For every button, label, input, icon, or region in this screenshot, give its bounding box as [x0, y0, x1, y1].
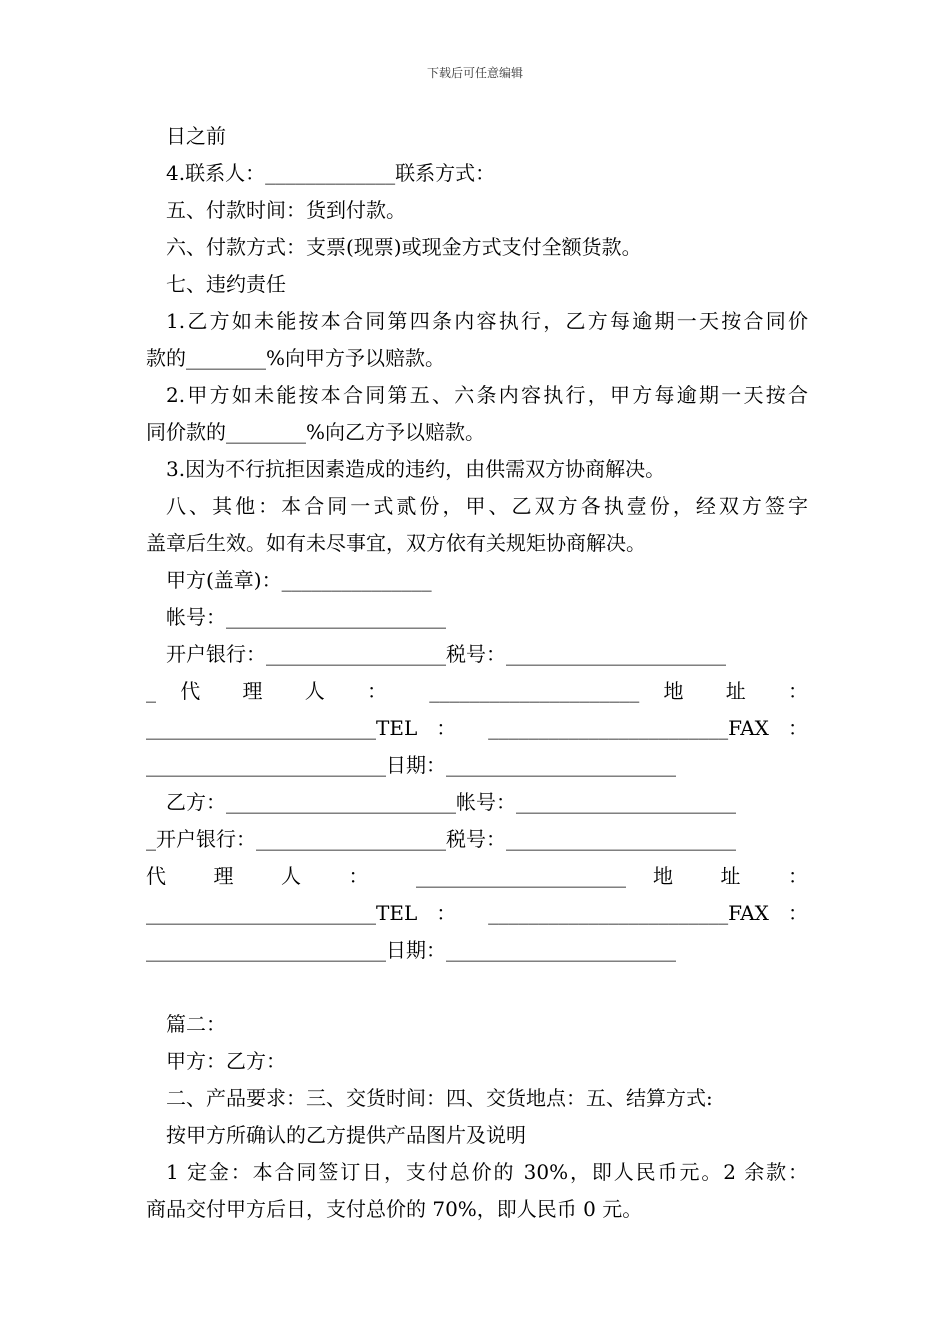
document-line: 代 理 人 ： _____________________ 地 址 ： — [146, 864, 808, 888]
document-line: 六、付款方式：支票(现票)或现金方式支付全额货款。 — [166, 235, 642, 259]
document-line — [146, 969, 808, 1006]
document-line: 1.乙方如未能按本合同第四条内容执行，乙方每逾期一天按合同价 — [166, 309, 808, 333]
document-line: 八、其他：本合同一式贰份，甲、乙双方各执壹份，经双方签字 — [166, 494, 808, 518]
document-line: _开户银行：___________________税号：_______________________ — [146, 827, 736, 851]
document-line: 盖章后生效。如有未尽事宜，双方依有关规矩协商解决。 — [146, 531, 646, 555]
document-line: _ 代 理 人 ： _____________________ 地 址 ： — [146, 679, 808, 703]
document-line: 3.因为不行抗拒因素造成的违约，由供需双方协商解决。 — [166, 457, 666, 481]
document-line: 五、付款时间：货到付款。 — [166, 198, 406, 222]
document-line: _______________________TEL ： ________________________FAX ： — [146, 901, 808, 925]
document-line: 按甲方所确认的乙方提供产品图片及说明 — [166, 1123, 526, 1147]
document-line: 甲方(盖章)：_______________ — [166, 568, 432, 592]
document-line: 日之前 — [166, 124, 226, 148]
document-line: 4.联系人：_____________联系方式： — [166, 161, 496, 185]
document-line: _______________________TEL ： ________________________FAX ： — [146, 716, 808, 740]
document-line: ________________________日期：_______________________ — [146, 938, 676, 962]
document-line: 七、违约责任 — [166, 272, 286, 296]
document-line: 商品交付甲方后日，支付总价的 70%，即人民币 0 元。 — [146, 1197, 643, 1221]
document-line: ________________________日期：_______________________ — [146, 753, 676, 777]
document-line: 款的________%向甲方予以赔款。 — [146, 346, 446, 370]
document-line: 2.甲方如未能按本合同第五、六条内容执行，甲方每逾期一天按合 — [166, 383, 808, 407]
document-line: 开户银行：__________________税号：______________________ — [166, 642, 726, 666]
document-line: 篇二： — [166, 1012, 226, 1036]
document-line: 甲方：乙方： — [166, 1049, 286, 1073]
document-line: 乙方：_______________________帐号：______________________ — [166, 790, 736, 814]
page-header: 下载后可任意编辑 — [426, 66, 523, 80]
document-body — [146, 118, 808, 1228]
document-line: 1 定金：本合同签订日，支付总价的 30%，即人民币元。2 余款： — [166, 1160, 808, 1184]
document-line: 同价款的________%向乙方予以赔款。 — [146, 420, 486, 444]
document-line: 帐号：______________________ — [166, 605, 446, 629]
document-line: 二、产品要求：三、交货时间：四、交货地点：五、结算方式: — [166, 1086, 713, 1110]
